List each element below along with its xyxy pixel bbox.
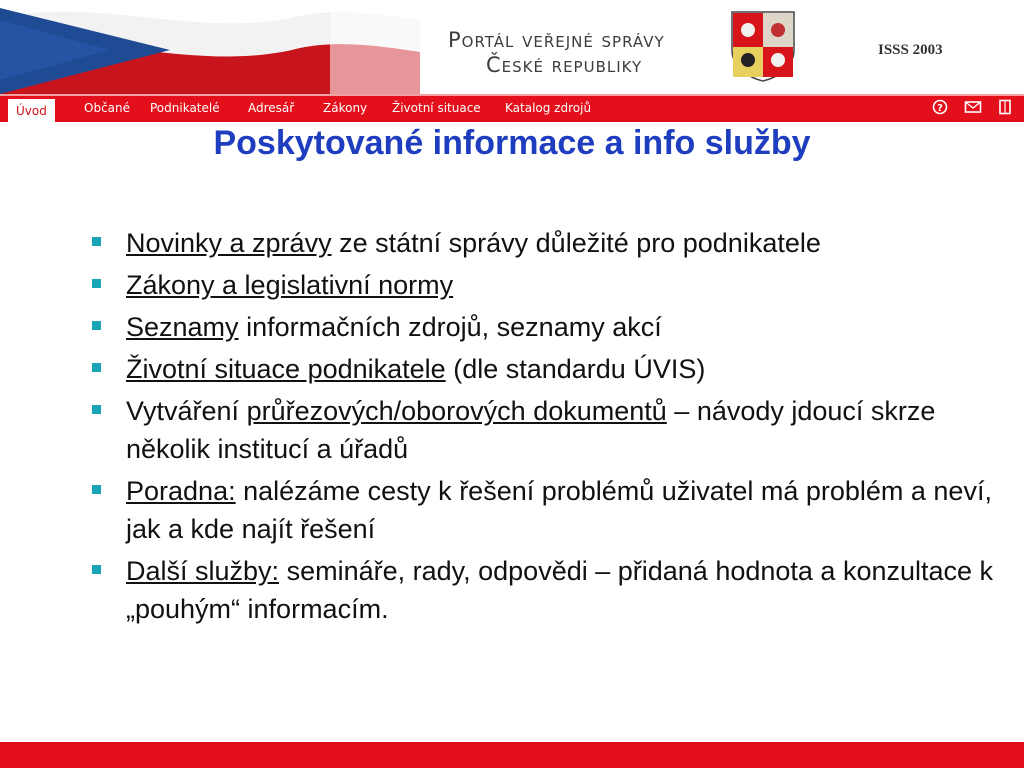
bullet-text: nalézáme cesty k řešení problémů uživatel má problém a neví, jak a kde najít řešení <box>126 476 992 544</box>
bullet-link[interactable]: Poradna: <box>126 476 236 506</box>
bullet-text: semináře, rady, odpovědi – přidaná hodnota a konzultace k „pouhým“ informacím. <box>126 556 994 624</box>
bullet-list <box>88 224 998 632</box>
list-item <box>88 224 998 262</box>
header <box>0 0 1024 94</box>
list-item <box>88 308 998 346</box>
bullet-square-icon <box>92 405 101 414</box>
bullet-text: (dle standardu ÚVIS) <box>445 354 706 384</box>
bullet-prefix: Vytváření <box>126 396 247 426</box>
bullet-text: ze státní správy důležité pro podnikatele <box>331 228 821 258</box>
list-item <box>88 266 998 304</box>
bullet-square-icon <box>92 237 101 246</box>
portal-title <box>448 28 718 78</box>
czech-flag-banner <box>0 0 420 94</box>
print-icon[interactable] <box>996 99 1014 115</box>
list-item <box>88 350 998 388</box>
portal-title-line2: České republiky <box>486 53 643 77</box>
isss-badge: ISSS 2003 <box>878 42 943 58</box>
list-item <box>88 392 998 468</box>
footer-bar <box>0 742 1024 768</box>
list-item <box>88 472 998 548</box>
bullet-square-icon <box>92 565 101 574</box>
nav-icons <box>921 99 1014 117</box>
mail-icon[interactable] <box>964 99 982 115</box>
nav-item-uvod[interactable]: Úvod <box>8 96 55 123</box>
nav-item-adresar[interactable]: Adresář <box>248 101 295 115</box>
coat-of-arms-icon <box>730 10 796 82</box>
page-title: Poskytované informace a info služby <box>213 124 811 162</box>
bullet-text: – návody jdoucí skrze několik institucí a úřadů <box>126 396 936 464</box>
svg-text:?: ? <box>937 103 943 114</box>
bullet-link[interactable]: Další služby: <box>126 556 280 586</box>
bullet-square-icon <box>92 485 101 494</box>
bullet-text: informačních zdrojů, seznamy akcí <box>238 312 662 342</box>
bullet-square-icon <box>92 279 101 288</box>
nav-item-katalog-zdroju[interactable]: Katalog zdrojů <box>505 101 592 115</box>
portal-title-line1: Portál veřejné správy <box>448 28 665 52</box>
bullet-link[interactable]: průřezových/oborových dokumentů <box>246 396 667 426</box>
bullet-link[interactable]: Seznamy <box>126 312 239 342</box>
bullet-link[interactable]: Zákony a legislativní normy <box>126 270 454 300</box>
bullet-link[interactable]: Novinky a zprávy <box>126 228 332 258</box>
main-nav <box>0 94 1024 122</box>
nav-item-obcane[interactable]: Občané <box>84 101 131 115</box>
help-icon[interactable] <box>931 99 949 115</box>
nav-item-podnikatele[interactable]: Podnikatelé <box>150 101 220 115</box>
nav-item-zivotni-situace[interactable]: Životní situace <box>392 101 481 115</box>
bullet-square-icon <box>92 321 101 330</box>
bullet-link[interactable]: Životní situace podnikatele <box>126 354 446 384</box>
list-item <box>88 552 998 628</box>
bullet-square-icon <box>92 363 101 372</box>
nav-item-zakony[interactable]: Zákony <box>323 101 368 115</box>
